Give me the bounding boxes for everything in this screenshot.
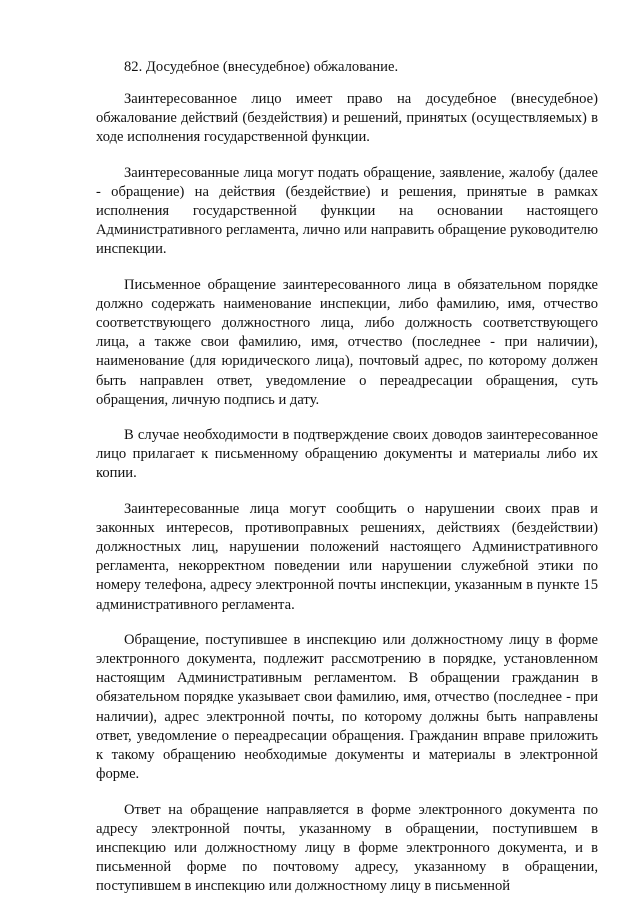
paragraph-supporting-documents: В случае необходимости в подтверждение своих доводов заинтересованное лицо прилагает к письменному обращению документы и материалы либо их копии. [96, 427, 598, 482]
section-heading: 82. Досудебное (внесудебное) обжалование. [124, 59, 399, 75]
paragraph-written-appeal-contents: Письменное обращение заинтересованного лица в обязательном порядке должно содержать наименование инспекции, либо фамилию, имя, отчество соответствующего должностного лица, либо должность соответствующего лица, а также свои фамилию, имя, отчество (последнее - при наличии), наименование (для юридического лица), почтовый адрес, по которому должен быть направлен ответ, уведомление о переадресации обращения, суть обращения, личную подпись и дату. [96, 276, 598, 408]
paragraph-right-to-appeal: Заинтересованное лицо имеет право на досудебное (внесудебное) обжалование действий (бездействия) и решений, принятых (осуществляемых) в ходе исполнения государственной функции. [96, 91, 598, 146]
paragraph-response-delivery: Ответ на обращение направляется в форме электронного документа по адресу электронной почты, указанному в обращении, поступившем в инспекцию или должностному лицу в форме электронного документа, и в письменной форме по почтовому адресу, указанному в обращении, поступившем в инспекцию или должностному лицу в письменной [96, 801, 598, 895]
document-page [96, 58, 598, 897]
paragraph-report-violations: Заинтересованные лица могут сообщить о нарушении своих прав и законных интересов, противоправных решениях, действиях (бездействии) должностных лиц, нарушении положений настоящего Административного регламента, некорректном поведении или нарушении служебной этики по номеру телефона, адресу электронной почты инспекции, указанным в пункте 15 административного регламента. [96, 500, 598, 613]
paragraph-electronic-appeal: Обращение, поступившее в инспекцию или должностному лицу в форме электронного документа, подлежит рассмотрению в порядке, установленном настоящим Административным регламентом. В обращении гражданин в обязательном порядке указывает свои фамилию, имя, отчество (последнее - при наличии), адрес электронной почты, по которому должны быть направлены ответ, уведомление о переадресации обращения. Гражданин вправе приложить к такому обращению необходимые документы и материалы в электронной форме. [96, 631, 598, 783]
paragraph-submit-appeal: Заинтересованные лица могут подать обращение, заявление, жалобу (далее - обращение) на действия (бездействие) и решения, принятые в рамках исполнения государственной функции на основании настоящего Административного регламента, лично или направить обращение руководителю инспекции. [96, 164, 598, 258]
